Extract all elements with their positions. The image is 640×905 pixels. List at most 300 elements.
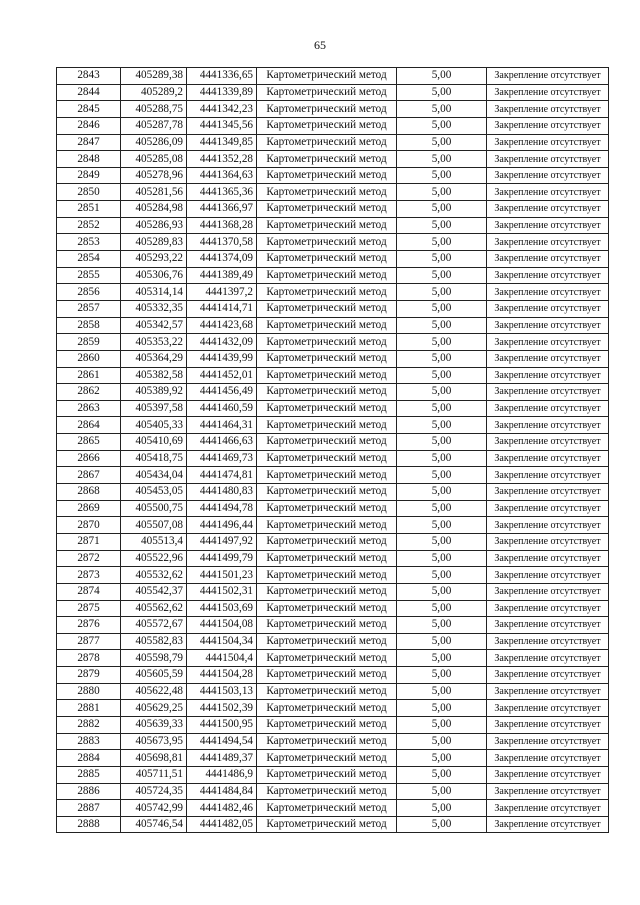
point-number-cell: 2878: [57, 650, 121, 667]
y-coordinate-cell: 4441489,37: [187, 750, 257, 767]
method-cell: Картометрический метод: [257, 800, 397, 817]
table-row: [57, 750, 609, 767]
method-cell: Картометрический метод: [257, 533, 397, 550]
y-coordinate-cell: 4441339,89: [187, 84, 257, 101]
point-number-cell: 2872: [57, 550, 121, 567]
x-coordinate-cell: 405532,62: [121, 567, 187, 584]
y-coordinate-cell: 4441500,95: [187, 716, 257, 733]
x-coordinate-cell: 405285,08: [121, 151, 187, 168]
x-coordinate-cell: 405397,58: [121, 400, 187, 417]
table-row: [57, 101, 609, 118]
fixation-cell: Закрепление отсутствует: [487, 783, 609, 800]
x-coordinate-cell: 405562,62: [121, 600, 187, 617]
x-coordinate-cell: 405522,96: [121, 550, 187, 567]
table-row: [57, 467, 609, 484]
x-coordinate-cell: 405742,99: [121, 800, 187, 817]
method-cell: Картометрический метод: [257, 201, 397, 218]
point-number-cell: 2875: [57, 600, 121, 617]
point-number-cell: 2863: [57, 400, 121, 417]
x-coordinate-cell: 405289,38: [121, 68, 187, 85]
fixation-cell: Закрепление отсутствует: [487, 367, 609, 384]
accuracy-cell: 5,00: [397, 151, 487, 168]
method-cell: Картометрический метод: [257, 217, 397, 234]
x-coordinate-cell: 405289,2: [121, 84, 187, 101]
x-coordinate-cell: 405286,93: [121, 217, 187, 234]
y-coordinate-cell: 4441502,31: [187, 583, 257, 600]
point-number-cell: 2873: [57, 567, 121, 584]
x-coordinate-cell: 405278,96: [121, 167, 187, 184]
fixation-cell: Закрепление отсутствует: [487, 567, 609, 584]
y-coordinate-cell: 4441499,79: [187, 550, 257, 567]
method-cell: Картометрический метод: [257, 350, 397, 367]
method-cell: Картометрический метод: [257, 583, 397, 600]
y-coordinate-cell: 4441336,65: [187, 68, 257, 85]
fixation-cell: Закрепление отсутствует: [487, 683, 609, 700]
x-coordinate-cell: 405293,22: [121, 251, 187, 268]
point-number-cell: 2877: [57, 633, 121, 650]
y-coordinate-cell: 4441486,9: [187, 766, 257, 783]
point-number-cell: 2867: [57, 467, 121, 484]
x-coordinate-cell: 405605,59: [121, 667, 187, 684]
method-cell: Картометрический метод: [257, 667, 397, 684]
x-coordinate-cell: 405332,35: [121, 300, 187, 317]
fixation-cell: Закрепление отсутствует: [487, 167, 609, 184]
table-row: [57, 733, 609, 750]
y-coordinate-cell: 4441452,01: [187, 367, 257, 384]
method-cell: Картометрический метод: [257, 84, 397, 101]
method-cell: Картометрический метод: [257, 517, 397, 534]
table-row: [57, 550, 609, 567]
accuracy-cell: 5,00: [397, 284, 487, 301]
point-number-cell: 2851: [57, 201, 121, 218]
y-coordinate-cell: 4441482,05: [187, 816, 257, 833]
x-coordinate-cell: 405698,81: [121, 750, 187, 767]
x-coordinate-cell: 405382,58: [121, 367, 187, 384]
method-cell: Картометрический метод: [257, 151, 397, 168]
table-row: [57, 700, 609, 717]
table-row: [57, 367, 609, 384]
table-row: [57, 617, 609, 634]
accuracy-cell: 5,00: [397, 234, 487, 251]
x-coordinate-cell: 405286,09: [121, 134, 187, 151]
method-cell: Картометрический метод: [257, 367, 397, 384]
accuracy-cell: 5,00: [397, 434, 487, 451]
fixation-cell: Закрепление отсутствует: [487, 766, 609, 783]
method-cell: Картометрический метод: [257, 317, 397, 334]
x-coordinate-cell: 405507,08: [121, 517, 187, 534]
table-row: [57, 350, 609, 367]
method-cell: Картометрический метод: [257, 234, 397, 251]
method-cell: Картометрический метод: [257, 184, 397, 201]
fixation-cell: Закрепление отсутствует: [487, 251, 609, 268]
table-row: [57, 434, 609, 451]
accuracy-cell: 5,00: [397, 783, 487, 800]
fixation-cell: Закрепление отсутствует: [487, 617, 609, 634]
accuracy-cell: 5,00: [397, 317, 487, 334]
y-coordinate-cell: 4441345,56: [187, 117, 257, 134]
fixation-cell: Закрепление отсутствует: [487, 84, 609, 101]
y-coordinate-cell: 4441504,28: [187, 667, 257, 684]
table-row: [57, 317, 609, 334]
table-row: [57, 484, 609, 501]
table-row: [57, 417, 609, 434]
method-cell: Картометрический метод: [257, 766, 397, 783]
table-row: [57, 134, 609, 151]
point-number-cell: 2870: [57, 517, 121, 534]
fixation-cell: Закрепление отсутствует: [487, 300, 609, 317]
accuracy-cell: 5,00: [397, 450, 487, 467]
y-coordinate-cell: 4441368,28: [187, 217, 257, 234]
accuracy-cell: 5,00: [397, 101, 487, 118]
x-coordinate-cell: 405673,95: [121, 733, 187, 750]
point-number-cell: 2881: [57, 700, 121, 717]
fixation-cell: Закрепление отсутствует: [487, 633, 609, 650]
table-row: [57, 117, 609, 134]
y-coordinate-cell: 4441480,83: [187, 484, 257, 501]
y-coordinate-cell: 4441342,23: [187, 101, 257, 118]
table-row: [57, 300, 609, 317]
method-cell: Картометрический метод: [257, 400, 397, 417]
table-row: [57, 600, 609, 617]
accuracy-cell: 5,00: [397, 650, 487, 667]
accuracy-cell: 5,00: [397, 633, 487, 650]
fixation-cell: Закрепление отсутствует: [487, 500, 609, 517]
fixation-cell: Закрепление отсутствует: [487, 816, 609, 833]
fixation-cell: Закрепление отсутствует: [487, 184, 609, 201]
accuracy-cell: 5,00: [397, 300, 487, 317]
method-cell: Картометрический метод: [257, 117, 397, 134]
table-row: [57, 267, 609, 284]
coordinates-table-body: [57, 68, 609, 833]
y-coordinate-cell: 4441456,49: [187, 384, 257, 401]
y-coordinate-cell: 4441349,85: [187, 134, 257, 151]
x-coordinate-cell: 405453,05: [121, 484, 187, 501]
method-cell: Картометрический метод: [257, 167, 397, 184]
method-cell: Картометрический метод: [257, 68, 397, 85]
method-cell: Картометрический метод: [257, 284, 397, 301]
table-row: [57, 533, 609, 550]
accuracy-cell: 5,00: [397, 583, 487, 600]
x-coordinate-cell: 405572,67: [121, 617, 187, 634]
fixation-cell: Закрепление отсутствует: [487, 134, 609, 151]
table-row: [57, 384, 609, 401]
x-coordinate-cell: 405639,33: [121, 716, 187, 733]
point-number-cell: 2860: [57, 350, 121, 367]
method-cell: Картометрический метод: [257, 567, 397, 584]
point-number-cell: 2869: [57, 500, 121, 517]
accuracy-cell: 5,00: [397, 467, 487, 484]
y-coordinate-cell: 4441366,97: [187, 201, 257, 218]
y-coordinate-cell: 4441496,44: [187, 517, 257, 534]
accuracy-cell: 5,00: [397, 400, 487, 417]
y-coordinate-cell: 4441494,78: [187, 500, 257, 517]
method-cell: Картометрический метод: [257, 716, 397, 733]
x-coordinate-cell: 405389,92: [121, 384, 187, 401]
point-number-cell: 2850: [57, 184, 121, 201]
x-coordinate-cell: 405500,75: [121, 500, 187, 517]
point-number-cell: 2847: [57, 134, 121, 151]
table-row: [57, 234, 609, 251]
point-number-cell: 2864: [57, 417, 121, 434]
accuracy-cell: 5,00: [397, 417, 487, 434]
accuracy-cell: 5,00: [397, 683, 487, 700]
fixation-cell: Закрепление отсутствует: [487, 117, 609, 134]
x-coordinate-cell: 405622,48: [121, 683, 187, 700]
accuracy-cell: 5,00: [397, 600, 487, 617]
fixation-cell: Закрепление отсутствует: [487, 217, 609, 234]
table-row: [57, 517, 609, 534]
accuracy-cell: 5,00: [397, 217, 487, 234]
accuracy-cell: 5,00: [397, 700, 487, 717]
x-coordinate-cell: 405314,14: [121, 284, 187, 301]
fixation-cell: Закрепление отсутствует: [487, 750, 609, 767]
accuracy-cell: 5,00: [397, 667, 487, 684]
accuracy-cell: 5,00: [397, 251, 487, 268]
method-cell: Картометрический метод: [257, 484, 397, 501]
point-number-cell: 2880: [57, 683, 121, 700]
y-coordinate-cell: 4441374,09: [187, 251, 257, 268]
table-row: [57, 84, 609, 101]
y-coordinate-cell: 4441439,99: [187, 350, 257, 367]
y-coordinate-cell: 4441503,69: [187, 600, 257, 617]
fixation-cell: Закрепление отсутствует: [487, 700, 609, 717]
point-number-cell: 2844: [57, 84, 121, 101]
method-cell: Картометрический метод: [257, 300, 397, 317]
y-coordinate-cell: 4441474,81: [187, 467, 257, 484]
point-number-cell: 2848: [57, 151, 121, 168]
fixation-cell: Закрепление отсутствует: [487, 234, 609, 251]
accuracy-cell: 5,00: [397, 384, 487, 401]
y-coordinate-cell: 4441460,59: [187, 400, 257, 417]
fixation-cell: Закрепление отсутствует: [487, 650, 609, 667]
table-row: [57, 683, 609, 700]
method-cell: Картометрический метод: [257, 600, 397, 617]
table-row: [57, 816, 609, 833]
x-coordinate-cell: 405289,83: [121, 234, 187, 251]
point-number-cell: 2874: [57, 583, 121, 600]
fixation-cell: Закрепление отсутствует: [487, 600, 609, 617]
method-cell: Картометрический метод: [257, 417, 397, 434]
table-row: [57, 151, 609, 168]
table-row: [57, 800, 609, 817]
fixation-cell: Закрепление отсутствует: [487, 317, 609, 334]
x-coordinate-cell: 405405,33: [121, 417, 187, 434]
point-number-cell: 2845: [57, 101, 121, 118]
point-number-cell: 2859: [57, 334, 121, 351]
point-number-cell: 2853: [57, 234, 121, 251]
accuracy-cell: 5,00: [397, 134, 487, 151]
fixation-cell: Закрепление отсутствует: [487, 484, 609, 501]
table-row: [57, 766, 609, 783]
y-coordinate-cell: 4441423,68: [187, 317, 257, 334]
point-number-cell: 2854: [57, 251, 121, 268]
x-coordinate-cell: 405410,69: [121, 434, 187, 451]
y-coordinate-cell: 4441365,36: [187, 184, 257, 201]
x-coordinate-cell: 405724,35: [121, 783, 187, 800]
method-cell: Картометрический метод: [257, 134, 397, 151]
y-coordinate-cell: 4441502,39: [187, 700, 257, 717]
method-cell: Картометрический метод: [257, 750, 397, 767]
table-row: [57, 284, 609, 301]
point-number-cell: 2861: [57, 367, 121, 384]
y-coordinate-cell: 4441504,34: [187, 633, 257, 650]
method-cell: Картометрический метод: [257, 251, 397, 268]
y-coordinate-cell: 4441389,49: [187, 267, 257, 284]
x-coordinate-cell: 405513,4: [121, 533, 187, 550]
fixation-cell: Закрепление отсутствует: [487, 101, 609, 118]
point-number-cell: 2856: [57, 284, 121, 301]
table-row: [57, 334, 609, 351]
table-row: [57, 500, 609, 517]
table-row: [57, 68, 609, 85]
method-cell: Картометрический метод: [257, 683, 397, 700]
accuracy-cell: 5,00: [397, 367, 487, 384]
accuracy-cell: 5,00: [397, 517, 487, 534]
method-cell: Картометрический метод: [257, 617, 397, 634]
fixation-cell: Закрепление отсутствует: [487, 667, 609, 684]
table-row: [57, 217, 609, 234]
accuracy-cell: 5,00: [397, 84, 487, 101]
method-cell: Картометрический метод: [257, 267, 397, 284]
accuracy-cell: 5,00: [397, 800, 487, 817]
method-cell: Картометрический метод: [257, 101, 397, 118]
y-coordinate-cell: 4441370,58: [187, 234, 257, 251]
table-row: [57, 251, 609, 268]
y-coordinate-cell: 4441364,63: [187, 167, 257, 184]
x-coordinate-cell: 405746,54: [121, 816, 187, 833]
accuracy-cell: 5,00: [397, 617, 487, 634]
fixation-cell: Закрепление отсутствует: [487, 334, 609, 351]
fixation-cell: Закрепление отсутствует: [487, 517, 609, 534]
accuracy-cell: 5,00: [397, 766, 487, 783]
method-cell: Картометрический метод: [257, 783, 397, 800]
fixation-cell: Закрепление отсутствует: [487, 384, 609, 401]
table-row: [57, 450, 609, 467]
accuracy-cell: 5,00: [397, 533, 487, 550]
table-row: [57, 650, 609, 667]
accuracy-cell: 5,00: [397, 733, 487, 750]
fixation-cell: Закрепление отсутствует: [487, 151, 609, 168]
y-coordinate-cell: 4441352,28: [187, 151, 257, 168]
point-number-cell: 2887: [57, 800, 121, 817]
x-coordinate-cell: 405288,75: [121, 101, 187, 118]
x-coordinate-cell: 405364,29: [121, 350, 187, 367]
x-coordinate-cell: 405582,83: [121, 633, 187, 650]
point-number-cell: 2852: [57, 217, 121, 234]
x-coordinate-cell: 405434,04: [121, 467, 187, 484]
point-number-cell: 2871: [57, 533, 121, 550]
point-number-cell: 2882: [57, 716, 121, 733]
point-number-cell: 2883: [57, 733, 121, 750]
accuracy-cell: 5,00: [397, 500, 487, 517]
y-coordinate-cell: 4441432,09: [187, 334, 257, 351]
x-coordinate-cell: 405306,76: [121, 267, 187, 284]
x-coordinate-cell: 405711,51: [121, 766, 187, 783]
point-number-cell: 2862: [57, 384, 121, 401]
point-number-cell: 2876: [57, 617, 121, 634]
method-cell: Картометрический метод: [257, 334, 397, 351]
fixation-cell: Закрепление отсутствует: [487, 417, 609, 434]
y-coordinate-cell: 4441503,13: [187, 683, 257, 700]
fixation-cell: Закрепление отсутствует: [487, 716, 609, 733]
x-coordinate-cell: 405284,98: [121, 201, 187, 218]
accuracy-cell: 5,00: [397, 716, 487, 733]
method-cell: Картометрический метод: [257, 434, 397, 451]
y-coordinate-cell: 4441466,63: [187, 434, 257, 451]
x-coordinate-cell: 405418,75: [121, 450, 187, 467]
accuracy-cell: 5,00: [397, 567, 487, 584]
method-cell: Картометрический метод: [257, 633, 397, 650]
y-coordinate-cell: 4441414,71: [187, 300, 257, 317]
coordinates-table: [56, 67, 609, 833]
point-number-cell: 2849: [57, 167, 121, 184]
fixation-cell: Закрепление отсутствует: [487, 533, 609, 550]
point-number-cell: 2888: [57, 816, 121, 833]
accuracy-cell: 5,00: [397, 816, 487, 833]
accuracy-cell: 5,00: [397, 550, 487, 567]
accuracy-cell: 5,00: [397, 750, 487, 767]
accuracy-cell: 5,00: [397, 484, 487, 501]
fixation-cell: Закрепление отсутствует: [487, 583, 609, 600]
accuracy-cell: 5,00: [397, 201, 487, 218]
fixation-cell: Закрепление отсутствует: [487, 68, 609, 85]
table-row: [57, 167, 609, 184]
table-row: [57, 567, 609, 584]
method-cell: Картометрический метод: [257, 550, 397, 567]
y-coordinate-cell: 4441497,92: [187, 533, 257, 550]
fixation-cell: Закрепление отсутствует: [487, 284, 609, 301]
method-cell: Картометрический метод: [257, 650, 397, 667]
page-number: 65: [314, 38, 326, 52]
method-cell: Картометрический метод: [257, 467, 397, 484]
x-coordinate-cell: 405281,56: [121, 184, 187, 201]
table-row: [57, 667, 609, 684]
accuracy-cell: 5,00: [397, 334, 487, 351]
fixation-cell: Закрепление отсутствует: [487, 467, 609, 484]
fixation-cell: Закрепление отсутствует: [487, 201, 609, 218]
table-row: [57, 184, 609, 201]
method-cell: Картометрический метод: [257, 733, 397, 750]
point-number-cell: 2886: [57, 783, 121, 800]
y-coordinate-cell: 4441469,73: [187, 450, 257, 467]
x-coordinate-cell: 405598,79: [121, 650, 187, 667]
y-coordinate-cell: 4441501,23: [187, 567, 257, 584]
table-row: [57, 400, 609, 417]
accuracy-cell: 5,00: [397, 117, 487, 134]
x-coordinate-cell: 405342,57: [121, 317, 187, 334]
fixation-cell: Закрепление отсутствует: [487, 733, 609, 750]
method-cell: Картометрический метод: [257, 700, 397, 717]
point-number-cell: 2843: [57, 68, 121, 85]
point-number-cell: 2857: [57, 300, 121, 317]
table-row: [57, 783, 609, 800]
point-number-cell: 2885: [57, 766, 121, 783]
point-number-cell: 2884: [57, 750, 121, 767]
fixation-cell: Закрепление отсутствует: [487, 800, 609, 817]
y-coordinate-cell: 4441397,2: [187, 284, 257, 301]
x-coordinate-cell: 405629,25: [121, 700, 187, 717]
y-coordinate-cell: 4441484,84: [187, 783, 257, 800]
x-coordinate-cell: 405287,78: [121, 117, 187, 134]
x-coordinate-cell: 405353,22: [121, 334, 187, 351]
point-number-cell: 2868: [57, 484, 121, 501]
table-row: [57, 716, 609, 733]
fixation-cell: Закрепление отсутствует: [487, 350, 609, 367]
point-number-cell: 2858: [57, 317, 121, 334]
method-cell: Картометрический метод: [257, 384, 397, 401]
fixation-cell: Закрепление отсутствует: [487, 450, 609, 467]
point-number-cell: 2855: [57, 267, 121, 284]
